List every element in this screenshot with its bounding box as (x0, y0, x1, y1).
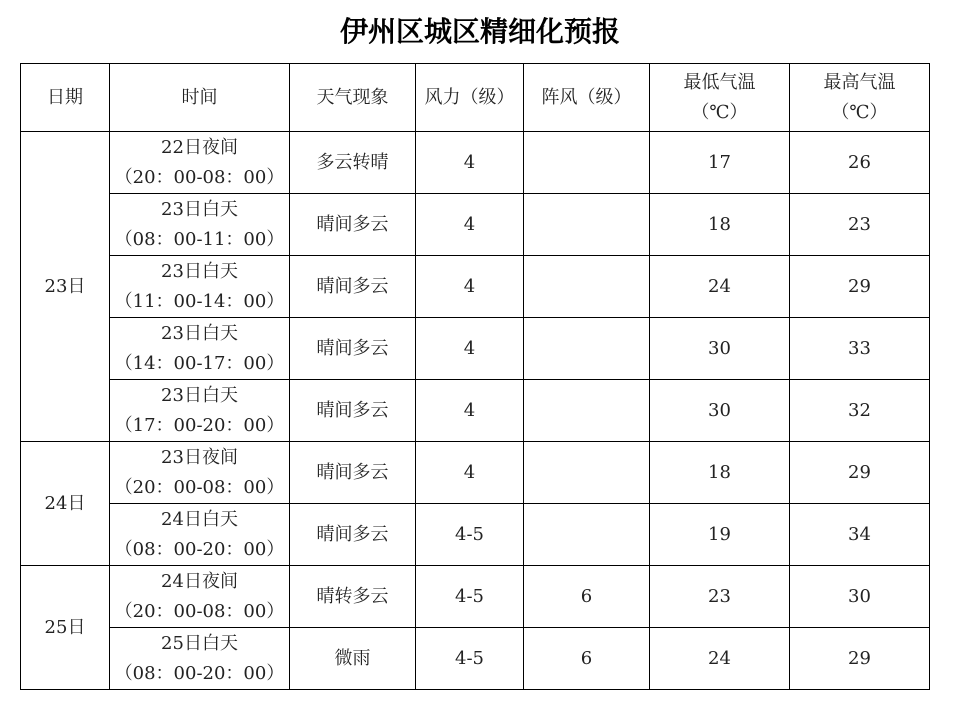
header-wind: 风力（级） (416, 64, 524, 132)
period-label: 23日白天 (161, 260, 238, 282)
wind-cell: 4-5 (416, 566, 524, 628)
time-cell (110, 380, 290, 442)
wind-cell: 4-5 (416, 504, 524, 566)
table-row (21, 380, 930, 442)
forecast-table (20, 63, 930, 690)
min-temp-cell: 18 (650, 194, 790, 256)
header-min-temp-unit: （℃） (691, 101, 748, 123)
time-cell (110, 504, 290, 566)
weather-cell: 微雨 (290, 628, 416, 690)
time-cell (110, 256, 290, 318)
min-temp-cell: 30 (650, 380, 790, 442)
min-temp-cell: 30 (650, 318, 790, 380)
header-gust: 阵风（级） (524, 64, 650, 132)
table-row (21, 442, 930, 504)
min-temp-cell: 17 (650, 132, 790, 194)
max-temp-cell: 29 (790, 442, 930, 504)
weather-cell: 晴间多云 (290, 504, 416, 566)
period-label: 24日白天 (161, 508, 238, 530)
min-temp-cell: 18 (650, 442, 790, 504)
max-temp-cell: 26 (790, 132, 930, 194)
wind-cell: 4 (416, 318, 524, 380)
weather-cell: 晴间多云 (290, 442, 416, 504)
table-row (21, 566, 930, 628)
header-max-temp-label: 最高气温 (823, 71, 896, 93)
wind-cell: 4 (416, 256, 524, 318)
period-label: 22日夜间 (161, 136, 238, 158)
min-temp-cell: 24 (650, 628, 790, 690)
wind-cell: 4 (416, 442, 524, 504)
max-temp-cell: 34 (790, 504, 930, 566)
header-time: 时间 (110, 64, 290, 132)
period-range: （08：00-11：00） (114, 228, 285, 250)
period-label: 25日白天 (161, 632, 238, 654)
header-min-temp-label: 最低气温 (683, 71, 756, 93)
period-label: 23日夜间 (161, 446, 238, 468)
weather-cell: 晴间多云 (290, 194, 416, 256)
gust-cell (524, 380, 650, 442)
table-row (21, 318, 930, 380)
period-label: 24日夜间 (161, 570, 238, 592)
gust-cell (524, 194, 650, 256)
gust-cell: 6 (524, 628, 650, 690)
table-row (21, 256, 930, 318)
period-label: 23日白天 (161, 322, 238, 344)
header-weather: 天气现象 (290, 64, 416, 132)
period-label: 23日白天 (161, 198, 238, 220)
wind-cell: 4 (416, 194, 524, 256)
period-range: （08：00-20：00） (114, 662, 285, 684)
period-range: （11：00-14：00） (114, 290, 285, 312)
period-range: （14：00-17：00） (114, 352, 285, 374)
max-temp-cell: 32 (790, 380, 930, 442)
max-temp-cell: 33 (790, 318, 930, 380)
page-title: 伊州区城区精细化预报 (339, 15, 620, 48)
table-header-row (21, 64, 930, 132)
period-range: （20：00-08：00） (114, 476, 285, 498)
time-cell (110, 566, 290, 628)
min-temp-cell: 23 (650, 566, 790, 628)
max-temp-cell: 30 (790, 566, 930, 628)
table-row (21, 628, 930, 690)
wind-cell: 4 (416, 132, 524, 194)
day-cell: 23日 (21, 132, 110, 442)
time-cell (110, 628, 290, 690)
gust-cell: 6 (524, 566, 650, 628)
gust-cell (524, 318, 650, 380)
weather-cell: 晴间多云 (290, 318, 416, 380)
wind-cell: 4-5 (416, 628, 524, 690)
header-max-temp-unit: （℃） (831, 101, 888, 123)
day-cell: 25日 (21, 566, 110, 690)
period-range: （20：00-08：00） (114, 600, 285, 622)
table-row (21, 132, 930, 194)
max-temp-cell: 29 (790, 256, 930, 318)
header-max-temp (790, 64, 930, 132)
table-row (21, 504, 930, 566)
weather-cell: 晴间多云 (290, 380, 416, 442)
time-cell (110, 194, 290, 256)
weather-cell: 晴间多云 (290, 256, 416, 318)
time-cell (110, 318, 290, 380)
period-range: （17：00-20：00） (114, 414, 285, 436)
weather-cell: 多云转晴 (290, 132, 416, 194)
header-date: 日期 (21, 64, 110, 132)
max-temp-cell: 23 (790, 194, 930, 256)
min-temp-cell: 19 (650, 504, 790, 566)
gust-cell (524, 256, 650, 318)
period-range: （08：00-20：00） (114, 538, 285, 560)
time-cell (110, 132, 290, 194)
gust-cell (524, 442, 650, 504)
time-cell (110, 442, 290, 504)
gust-cell (524, 504, 650, 566)
header-min-temp (650, 64, 790, 132)
weather-cell: 晴转多云 (290, 566, 416, 628)
max-temp-cell: 29 (790, 628, 930, 690)
period-label: 23日白天 (161, 384, 238, 406)
gust-cell (524, 132, 650, 194)
wind-cell: 4 (416, 380, 524, 442)
day-cell: 24日 (21, 442, 110, 566)
table-row (21, 194, 930, 256)
period-range: （20：00-08：00） (114, 166, 285, 188)
min-temp-cell: 24 (650, 256, 790, 318)
